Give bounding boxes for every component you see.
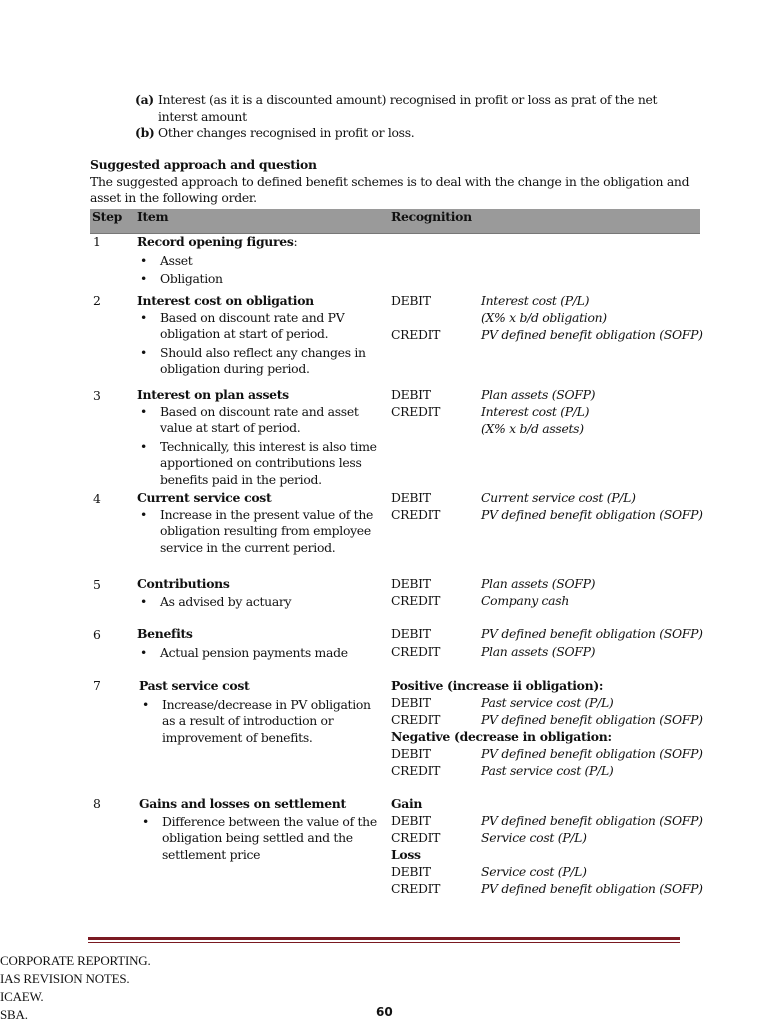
intro-item-text: Other changes recognised in profit or loss. (158, 125, 415, 140)
intro-item-label: (b) (135, 125, 155, 140)
bullet: • Should also reflect any changes in obligation during period. (137, 345, 385, 378)
step-number: 3 (93, 388, 101, 403)
entry-dc: DEBIT (391, 387, 431, 402)
header-step: Step (92, 209, 123, 224)
entry-account: Service cost (P/L) (481, 830, 587, 845)
entry-dc: CREDIT (391, 830, 441, 845)
entry-account: Company cash (481, 593, 569, 608)
step-bullets (137, 507, 385, 557)
entry-account: PV defined benefit obligation (SOFP) (481, 712, 703, 727)
entry-account: PV defined benefit obligation (SOFP) (481, 881, 703, 896)
entry-account: Plan assets (SOFP) (481, 576, 596, 591)
entry-account: Interest cost (P/L) (481, 293, 590, 308)
entry-account: (X% x b/d assets) (481, 421, 584, 436)
entry-dc: CREDIT (391, 763, 441, 778)
step-bullets (139, 697, 385, 747)
step-title: Gains and losses on settlement (139, 796, 346, 811)
entry-account: Plan assets (SOFP) (481, 387, 596, 402)
entry-dc: CREDIT (391, 712, 441, 727)
positive-heading: Positive (increase ii obligation): (391, 678, 604, 693)
entry-account: Current service cost (P/L) (481, 490, 636, 505)
step-bullets (137, 310, 385, 378)
intro-list (135, 92, 695, 142)
footer-line: IAS REVISION NOTES. (0, 971, 130, 986)
entry-dc: CREDIT (391, 507, 441, 522)
step-item (137, 626, 385, 661)
step-item (139, 678, 385, 746)
entry-account: Plan assets (SOFP) (481, 644, 596, 659)
step-number: 1 (93, 234, 101, 249)
bullet: • Increase/decrease in PV obligation as a result of introduction or improvement of benefits. (139, 697, 385, 747)
step-title: Interest cost on obligation (137, 293, 314, 308)
step-title: Current service cost (137, 490, 272, 505)
step-number: 4 (93, 491, 101, 506)
bullet: • Actual pension payments made (137, 645, 385, 662)
step-bullets (137, 404, 385, 489)
bullet: • Increase in the present value of the obligation resulting from employee service in the current period. (137, 507, 385, 557)
step-title: Interest on plan assets (137, 387, 289, 402)
entry-account: PV defined benefit obligation (SOFP) (481, 626, 703, 641)
step-item (137, 576, 385, 610)
step-title: Benefits (137, 626, 193, 641)
step-number: 8 (93, 796, 101, 811)
table-header (90, 209, 700, 234)
entry-account: Past service cost (P/L) (481, 763, 614, 778)
footer-rule-thin (88, 942, 680, 943)
step-title: Past service cost (139, 678, 250, 693)
bullet: • As advised by actuary (137, 594, 385, 611)
step-title: Contributions (137, 576, 230, 591)
bullet: • Difference between the value of the obligation being settled and the settlement price (139, 814, 385, 864)
approach-heading: Suggested approach and question (90, 157, 317, 172)
step-bullets (139, 814, 385, 864)
step-number: 7 (93, 678, 101, 693)
entry-dc: CREDIT (391, 593, 441, 608)
step-item (137, 293, 385, 378)
step-item (137, 490, 385, 556)
entry-account: (X% x b/d obligation) (481, 310, 607, 325)
footer-lines (0, 952, 151, 1024)
footer-line: ICAEW. (0, 989, 44, 1004)
step-item (139, 796, 385, 863)
entry-dc: DEBIT (391, 293, 431, 308)
step-item (137, 387, 385, 488)
bullet: • Based on discount rate and PV obligation at start of period. (137, 310, 385, 343)
bullet: • Technically, this interest is also time apportioned on contributions less benefits paid in the period. (137, 439, 385, 489)
step-bullets (137, 645, 385, 662)
step-number: 6 (93, 627, 101, 642)
intro-item-label: (a) (135, 92, 154, 107)
entry-dc: CREDIT (391, 881, 441, 896)
footer-rule (88, 937, 680, 940)
bullet: • Based on discount rate and asset value at start of period. (137, 404, 385, 437)
footer-line: CORPORATE REPORTING. (0, 953, 151, 968)
step-title: Record opening figures (137, 234, 294, 249)
header-recognition: Recognition (391, 209, 472, 224)
entry-account: PV defined benefit obligation (SOFP) (481, 327, 703, 342)
step-title-suffix: : (293, 234, 298, 249)
intro-item-a (135, 92, 695, 125)
entry-dc: DEBIT (391, 626, 431, 641)
page-number: 60 (376, 1005, 393, 1019)
entry-account: Past service cost (P/L) (481, 695, 614, 710)
entry-account: PV defined benefit obligation (SOFP) (481, 746, 703, 761)
entry-dc: DEBIT (391, 864, 431, 879)
loss-heading: Loss (391, 847, 421, 862)
approach-body: The suggested approach to defined benefit schemes is to deal with the change in the obligation and asset in the following order. (90, 173, 690, 205)
entry-dc: CREDIT (391, 327, 441, 342)
step-bullets (137, 594, 385, 611)
entry-account: PV defined benefit obligation (SOFP) (481, 507, 703, 522)
step-number: 2 (93, 293, 101, 308)
header-item: Item (137, 209, 169, 224)
entry-account: Interest cost (P/L) (481, 404, 590, 419)
bullet: • Obligation (137, 271, 385, 288)
entry-dc: CREDIT (391, 404, 441, 419)
entry-dc: DEBIT (391, 695, 431, 710)
step-bullets (137, 253, 385, 288)
entry-account: Service cost (P/L) (481, 864, 587, 879)
step-number: 5 (93, 577, 101, 592)
bullet: • Asset (137, 253, 385, 270)
entry-dc: DEBIT (391, 490, 431, 505)
negative-heading: Negative (decrease in obligation: (391, 729, 612, 744)
entry-dc: DEBIT (391, 746, 431, 761)
intro-item-b (135, 125, 695, 142)
approach-section (90, 157, 690, 207)
intro-item-text: Interest (as it is a discounted amount) recognised in profit or loss as prat of the net interst amount (158, 92, 658, 124)
entry-dc: DEBIT (391, 576, 431, 591)
step-item (137, 234, 385, 288)
entry-dc: DEBIT (391, 813, 431, 828)
entry-account: PV defined benefit obligation (SOFP) (481, 813, 703, 828)
entry-dc: CREDIT (391, 644, 441, 659)
footer-line: SBA. (0, 1007, 28, 1022)
gain-heading: Gain (391, 796, 423, 811)
